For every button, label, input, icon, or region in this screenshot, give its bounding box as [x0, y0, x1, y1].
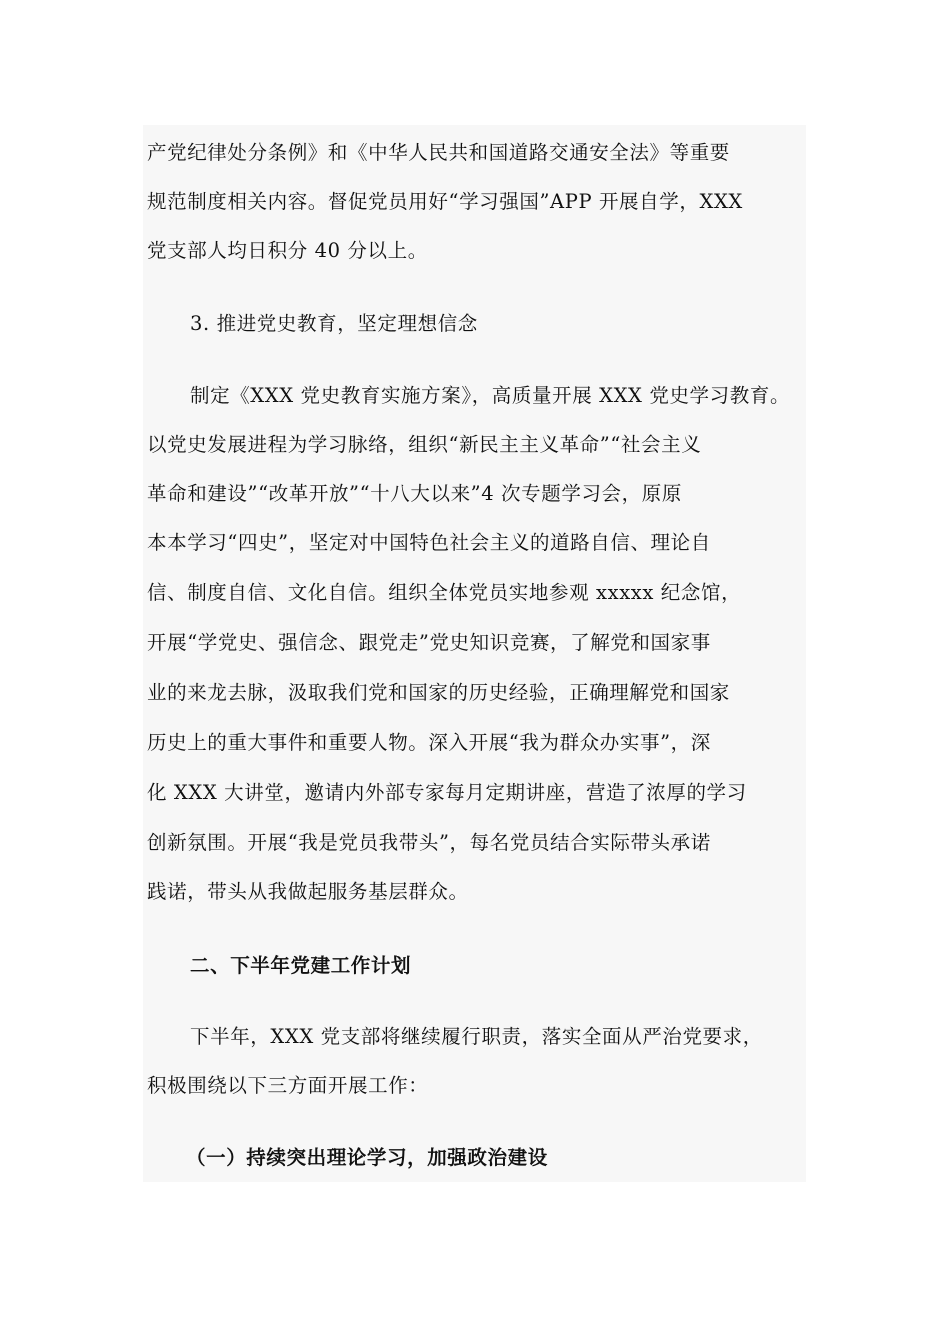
paragraph-line: 业的来龙去脉，汲取我们党和国家的历史经验，正确理解党和国家 [147, 681, 730, 704]
paragraph-line: 积极围绕以下三方面开展工作： [147, 1074, 429, 1097]
paragraph-line: 本本学习“四史”，坚定对中国特色社会主义的道路自信、理论自 [147, 531, 711, 554]
paragraph-line: 规范制度相关内容。督促党员用好“学习强国”APP 开展自学，XXX [147, 190, 743, 213]
paragraph-line: 创新氛围。开展“我是党员我带头”，每名党员结合实际带头承诺 [147, 831, 711, 854]
paragraph-line: 化 XXX 大讲堂，邀请内外部专家每月定期讲座，营造了浓厚的学习 [147, 781, 747, 804]
paragraph-line: 党支部人均日积分 40 分以上。 [147, 239, 428, 262]
paragraph-line: 信、制度自信、文化自信。组织全体党员实地参观 xxxxx 纪念馆， [147, 581, 742, 604]
paragraph-line: 以党史发展进程为学习脉络，组织“新民主主义革命”“社会主义 [147, 433, 702, 456]
paragraph-line: 开展“学党史、强信念、跟党走”党史知识竞赛，了解党和国家事 [147, 631, 711, 654]
paragraph-line: 践诺，带头从我做起服务基层群众。 [147, 880, 469, 903]
paragraph-line: 革命和建设”“改革开放”“十八大以来”4 次专题学习会，原原 [147, 482, 682, 505]
paragraph-line: 下半年，XXX 党支部将继续履行职责，落实全面从严治党要求， [190, 1025, 763, 1048]
section-title: 二、下半年党建工作计划 [190, 954, 412, 977]
page-edge-notch [806, 381, 826, 409]
paragraph-line: 制定《XXX 党史教育实施方案》，高质量开展 XXX 党史学习教育。 [190, 384, 791, 407]
paragraph-line: 历史上的重大事件和重要人物。深入开展“我为群众办实事”，深 [147, 731, 711, 754]
subsection-title: （一）持续突出理论学习，加强政治建设 [186, 1146, 548, 1169]
paragraph-line: 产党纪律处分条例》和《中华人民共和国道路交通安全法》等重要 [147, 141, 730, 164]
section-heading: 3. 推进党史教育，坚定理想信念 [190, 312, 478, 335]
